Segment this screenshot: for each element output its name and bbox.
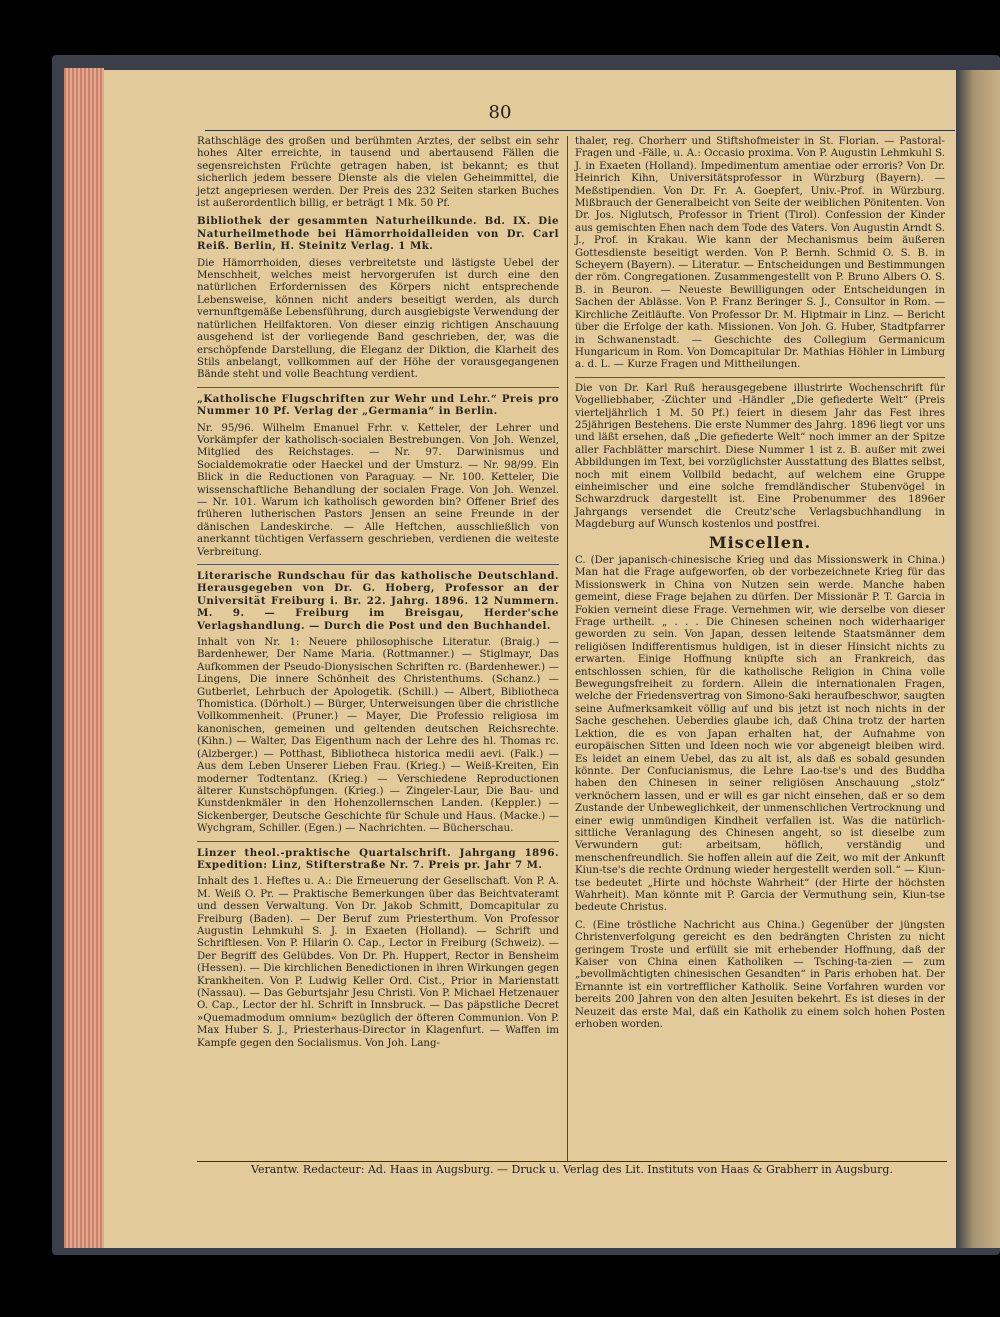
- paragraph: Inhalt von Nr. 1: Neuere philosophische Literatur. (Braig.) — Bardenhewer, Der Name Maria. (Rottmanner.) — Stiglmayr, Das Aufkommen der Pseudo-Dionysischen Schriften rc. (Bardenhewer.) — Lingens, Die innere Schönheit des Christenthums. (Schanz.) — Gutberlet, Lehrbuch der Apologetik. (Schill.) — Albert, Bibliotheca Thomistica. (Dörholt.) — Bürger, Unterweisungen über die christliche Vollkommenheit. (Pruner.) — Mayer, Die Professio religiosa im kanonischen, gemeinen und geltenden deutschen Reichsrechte. (Kihn.) — Walter, Das Eigenthum nach der Lehre des hl. Thomas rc. (Alzberger.) — Potthast, Bibliotheca historica medii aevi. (Falk.) — Aus dem Leben Unserer Lieben Frau. (Krieg.) — Weiß-Kreiten, Ein moderner Todtentanz. (Krieg.) — Verschiedene Reproductionen älterer Kunstschöpfungen. (Krieg.) — Zingeler-Laur, Die Bau- und Kunstdenkmäler in den Hohenzollernschen Landen. (Keppler.) — Sickenberger, Deutsche Geschichte für Schule und Haus. (Macke.) — Wychgram, Schiller. (Egen.) — Nachrichten. — Bücherschau.: [197, 637, 559, 835]
- facing-page-edge: [956, 70, 1000, 1248]
- section-separator: [575, 377, 945, 378]
- page-number: 80: [488, 102, 512, 123]
- imprint-footer: Verantw. Redacteur: Ad. Haas in Augsburg. — Druck u. Verlag des Lit. Instituts von Haas & Grabherr in Augsburg.: [251, 1163, 893, 1176]
- entry-heading: Bibliothek der gesammten Naturheilkunde. Bd. IX. Die Naturheilmethode bei Hämorrhoidalleiden von Dr. Carl Reiß. Berlin, H. Steinitz Verlag. 1 Mk.: [197, 215, 559, 253]
- entry-heading: „Katholische Flugschriften zur Wehr und Lehr.“ Preis pro Nummer 10 Pf. Verlag der „Germania“ in Berlin.: [197, 392, 559, 418]
- paragraph: thaler, reg. Chorherr und Stiftshofmeister in St. Florian. — Pastoral-Fragen und -Fälle, u. A.: Occasio proxima. Von P. Augustin Lehmkuhl S. J. in Exaeten (Holland). Impedimentum amentiae oder erroris? Von Dr. Heinrich Kihn, Universitätsprofessor in Würzburg (Bayern). — Meßstipendien. Von Dr. Fr. A. Goepfert, Univ.-Prof. in Würzburg. Mißbrauch der Generalbeicht von Seite der weiblichen Pönitenten. Von Dr. Jos. Niglutsch, Professor in Trient (Tirol). Confession der Kinder aus gemischten Ehen nach dem Tode des Vaters. Von Augustin Arndt S. J., Prof. in Krakau. Wie kann der Mechanismus beim äußeren Gottesdienste beseitigt werden. Von P. Bernh. Schmid O. S. B. in Scheyern (Bayern). — Literatur. — Entscheidungen und Bestimmungen der röm. Congregationen. Zusammengestellt von P. Bruno Albers O. S. B. in Beuron. — Neueste Bewilligungen oder Entscheidungen in Sachen der Ablässe. Von P. Franz Beringer S. J., Consultor in Rom. — Kirchliche Zeitläufte. Von Professor Dr. M. Hiptmair in Linz. — Bericht über die Erfolge der kath. Missionen. Von Joh. G. Huber, Stadtpfarrer in Schwanenstadt. — Geschichte des Collegium Germanicum Hungaricum in Rom. Von Domcapitular Dr. Mathias Höhler in Limburg a. d. L. — Kurze Fragen und Mittheilungen.: [575, 136, 945, 371]
- paragraph: Nr. 95/96. Wilhelm Emanuel Frhr. v. Ketteler, der Lehrer und Vorkämpfer der katholisch-socialen Bestrebungen. Von Joh. Wenzel, Mitglied des Reichstages. — Nr. 97. Darwinismus und Socialdemokratie oder Haeckel und der Umsturz. — Nr. 98/99. Ein Blick in die Reductionen von Paraguay. — Nr. 100. Ketteler, Die wissenschaftliche Behandlung der socialen Frage. Von Joh. Wenzel. — Nr. 101. Warum ich katholisch geworden bin? Offener Brief des früheren lutherischen Pastors Jensen an seine Freunde in der dänischen Landeskirche. — Alle Heftchen, ausschließlich von anerkannt tüchtigen Verfassern geschrieben, verdienen die weiteste Verbreitung.: [197, 422, 559, 558]
- footer-rule: [197, 1161, 947, 1162]
- entry-heading: Literarische Rundschau für das katholische Deutschland. Herausgegeben von Dr. G. Hoberg, Professor an der Universität Freiburg i. Br. 22. Jahrg. 1896. 12 Nummern. M. 9. — Freiburg im Breisgau, Herder'sche Verlagshandlung. — Durch die Post und den Buchhandel.: [197, 570, 559, 632]
- header-rule: [205, 130, 955, 131]
- paragraph: Rathschläge des großen und berühmten Arztes, der selbst ein sehr hohes Alter erreichte, in tausend und abertausend Fällen die segensreichsten Früchte getragen haben, ist bekannt; es thut sicherlich jedem bessere Dienste als die vielen Geheimmittel, die jetzt angepriesen werden. Der Preis des 232 Seiten starken Buches ist außerordentlich billig, er beträgt 1 Mk. 50 Pf.: [197, 136, 559, 210]
- section-separator: [197, 564, 559, 565]
- column-divider: [567, 136, 568, 1161]
- right-column: [575, 136, 945, 1036]
- section-heading: Miscellen.: [708, 532, 812, 552]
- paragraph: C. (Der japanisch-chinesische Krieg und das Missionswerk in China.) Man hat die Frage aufgeworfen, ob der vorbezeichnete Krieg für das Missionswerk in China von Nutzen sein werde. Manche haben gemeint, diese Frage bejahen zu dürfen. Der Missionär P. T. Garcia in Fokien verneint diese Frage. Vernehmen wir, wie derselbe von dieser Frage urtheilt. „ . . . Die Chinesen scheinen noch widerhaariger geworden zu sein. Von Japan, dessen leitende Staatsmänner dem religiösen Indifferentismus huldigen, ist in dieser Hinsicht nichts zu erwarten. Einige Hoffnung knüpfte sich an Frankreich, das entschlossen schien, für die katholische Religion in China volle Bewegungsfreiheit zu fordern. Allein die internationalen Fragen, welche der Friedensvertrag von Simono-Saki heraufbeschwor, saugten seine Aufmerksamkeit völlig auf und bis jetzt ist noch nichts in der Sache geschehen. Ueberdies glaube ich, daß China trotz der harten Lektion, die es von Japan erhalten hat, der Aufnahme von europäischen Sitten und Ideen noch wie vor abgeneigt bleiben wird. Es leidet an einem Uebel, das zu alt ist, als daß es sobald gesunden könnte. Der Confucianismus, die Lehre Lao-tse's und des Buddha haben den Chinesen in seiner religiösen Anschauung „stolz“ verknöchern lassen, und er will es gar nicht einsehen, daß er so dem Zustande der Unbeweglichkeit, der unmenschlichen Vertrocknung und einer ewig unmündigen Kindheit verfallen ist. Was die natürlich-sittliche Veranlagung des Chinesen angeht, so ist dieselbe zum Verwundern gut: arbeitsam, höflich, verständig und menschenfreundlich. Sie hoffen allein auf die Zeit, wo mit der Ankunft Kiun-tse's die rechte Ordnung wieder hergestellt werden soll.“ — Kiun-tse bedeutet „Hirte und höchste Wahrheit“ (der Hirte der höchsten Wahrheit). Man könnte mit P. Garcia der Vermuthung sein, Kiun-tse bedeute Christus.: [575, 555, 945, 914]
- entry-heading: Linzer theol.-praktische Quartalschrift. Jahrgang 1896. Expedition: Linz, Stifterstraße Nr. 7. Preis pr. Jahr 7 M.: [197, 846, 559, 871]
- paragraph: C. (Eine tröstliche Nachricht aus China.) Gegenüber der jüngsten Christenverfolgung gereicht es den bedrängten Christen zu nicht geringem Troste und erfüllt sie mit erhebender Hoffnung, daß der Kaiser von China einen Katholiken — Tsching-ta-zien — zum „bevollmächtigten chinesischen Gesandten“ in Paris erhoben hat. Der Ernannte ist ein vortrefflicher Katholik. Seine Vorfahren wurden vor bereits 200 Jahren von den alten Jesuiten bekehrt. Es ist dieses in der Neuzeit das erste Mal, daß ein Katholik zu einem solch hohen Posten erhoben worden.: [575, 919, 945, 1031]
- section-separator: [197, 841, 559, 842]
- section-separator: [197, 387, 559, 388]
- paragraph: Die Hämorrhoiden, dieses verbreitetste und lästigste Uebel der Menschheit, welches meist hervorgerufen ist durch eine den natürlichen Erfordernissen des Körpers nicht entsprechende Lebensweise, können nicht anders beseitigt werden, als durch vernunftgemäße Lebensführung, durch ausgiebigste Verwendung der natürlichen Heilfaktoren. Von dieser einzig richtigen Anschauung ausgehend ist der vorliegende Band geschrieben, der, was die erschöpfende Darstellung, die Eleganz der Diktion, die Klarheit des Stils anbelangt, vollkommen auf der Höhe der vorausgegangenen Bände steht und volle Beachtung verdient.: [197, 257, 559, 381]
- page-edges: [64, 68, 104, 1248]
- left-column: [197, 136, 559, 1055]
- paragraph: Inhalt des 1. Heftes u. A.: Die Erneuerung der Gesellschaft. Von P. A. M. Weiß O. Pr. — Praktische Bemerkungen über das Beichtvateramt und dessen Verwaltung. Von Dr. Jakob Schmitt, Domcapitular zu Freiburg (Baden). — Der Beruf zum Priesterthum. Von Professor Augustin Lehmkuhl S. J. in Exaeten (Holland). — Schrift und Schriftlesen. Von P. Hilarin O. Cap., Lector in Freiburg (Schweiz). — Der Begriff des Gelübdes. Von Dr. Ph. Huppert, Rector in Bensheim (Hessen). — Die kirchlichen Benedictionen in ihren Wirkungen gegen Krankheiten. Von P. Ludwig Keller Ord. Cist., Prior in Marienstatt (Nassau). — Das Geburtsjahr Jesu Christi. Von P. Michael Hetzenauer O. Cap., Lector der hl. Schrift in Innsbruck. — Das päpstliche Decret »Quemadmodum omnium« bezüglich der öfteren Communion. Von P. Max Huber S. J., Priesterhaus-Director in Klagenfurt. — Waffen im Kampfe gegen den Socialismus. Von Joh. Lang-: [197, 876, 559, 1049]
- paragraph: Die von Dr. Karl Ruß herausgegebene illustrirte Wochenschrift für Vogelliebhaber, -Züchter und -Händler „Die gefiederte Welt“ (Preis vierteljährlich 1 M. 50 Pf.) feiert in diesem Jahr das Fest ihres 25jährigen Bestehens. Die erste Nummer des Jahrg. 1896 liegt vor uns und läßt ersehen, daß „Die gefiederte Welt“ noch immer an der Spitze aller Fachblätter marschirt. Diese Nummer 1 ist z. B. außer mit zwei Abbildungen im Text, bei vorzüglichster Ausstattung des Blattes selbst, noch mit einem Vollbild bedacht, auf welchem eine Gruppe einheimischer und eine solche fremdländischer Stubenvögel in Schwarzdruck dargestellt ist. Eine Probenummer des 1896er Jahrgangs versendet die Creutz'sche Verlagsbuchhandlung in Magdeburg auf Wunsch kostenlos und postfrei.: [575, 382, 945, 531]
